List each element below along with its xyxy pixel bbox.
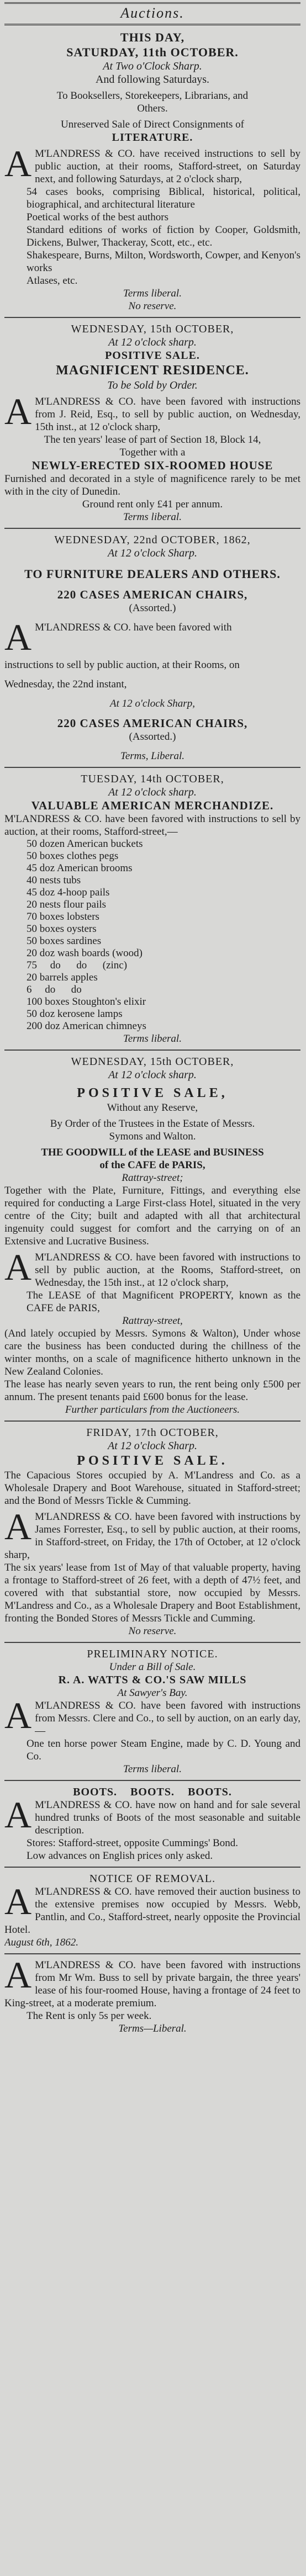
ad-body-2: Stores: Stafford-street, opposite Cummings' Bond.: [27, 1837, 239, 1849]
drop-cap: A: [4, 1246, 32, 1288]
ad-rent: Ground rent only £41 per annum.: [82, 499, 223, 510]
ad-reserve: Without any Reserve,: [107, 1102, 198, 1114]
ad-date: WEDNESDAY, 15th OCTOBER,: [71, 1056, 234, 1068]
list-item: 75 do do (zinc): [27, 960, 128, 971]
drop-cap: A: [4, 1694, 32, 1736]
drop-cap: A: [4, 1954, 32, 1996]
merchandize-list: [4, 838, 300, 1032]
ad-terms: Terms, Liberal.: [120, 750, 184, 762]
ad-title: MAGNIFICENT RESIDENCE.: [56, 363, 249, 378]
ad-body: M'LANDRESS & CO. have been favored with instructions from Mr Wm. Buss to sell by private bargain, the three years' lease of his four-roomed House, having a frontage of 24 feet to King-street, at a moderate premium.: [4, 1959, 300, 2009]
ad-date: August 6th, 1862.: [4, 1937, 79, 1948]
ad-body-2: instructions to sell by public auction, at their Rooms, on: [4, 659, 240, 671]
ad-title: TO FURNITURE DEALERS AND OTHERS.: [24, 567, 281, 581]
ad-assorted: (Assorted.): [129, 602, 176, 614]
ad-body: The Capacious Stores occupied by A. M'Landress and Co. as a Wholesale Drapery and Boot Warehouse, situated in Stafford-street; and the Bond of Messrs Tickle & Cumming.: [4, 1470, 300, 1507]
ad-order: To be Sold by Order.: [107, 379, 198, 391]
ad-body-2: One ten horse power Steam Engine, made by C. D. Young and Co.: [27, 1738, 300, 1762]
drop-cap: A: [4, 1506, 32, 1547]
ad-date: SATURDAY, 11th OCTOBER.: [66, 45, 239, 59]
ad-lease: The ten years' lease of part of Section 18, Block 14,: [44, 434, 261, 446]
ad-title: NOTICE OF REMOVAL.: [89, 1873, 216, 1885]
ad-terms: Terms liberal.: [123, 511, 182, 523]
drop-cap: A: [4, 1880, 32, 1922]
ad-item: 54 cases books, comprising Biblical, historical, political, biographical, and architectural literature: [27, 186, 300, 210]
ad-terms: Terms liberal.: [123, 1763, 182, 1775]
ad-american-chairs: [4, 533, 300, 762]
ad-lot: 220 CASES AMERICAN CHAIRS,: [57, 588, 248, 601]
divider: [4, 767, 300, 768]
divider: [4, 1642, 300, 1643]
ad-literature-sale: [4, 30, 300, 312]
ad-street: Rattray-street;: [122, 1172, 183, 1184]
ad-notice-of-removal: [4, 1872, 300, 1949]
ad-date: TUESDAY, 14th OCTOBER,: [81, 773, 224, 785]
ad-saw-mills: [4, 1647, 300, 1775]
ad-body: M'LANDRESS & CO. have received instructions to sell by public auction, at their rooms, Stafford-street, on Saturday next, and following Saturdays, at 2 o'clock sharp,: [35, 148, 300, 185]
list-item: 100 boxes Stoughton's elixir: [27, 996, 146, 1008]
drop-cap: A: [4, 616, 32, 658]
ad-time: At Two o'Clock Sharp.: [103, 60, 202, 72]
newspaper-column: [4, 2, 300, 2573]
ad-item: Poetical works of the best authors: [27, 211, 168, 223]
ad-house: NEWLY-ERECTED SIX-ROOMED HOUSE: [31, 459, 273, 472]
ad-date: WEDNESDAY, 22nd OCTOBER, 1862,: [54, 534, 251, 546]
ad-time-2: At 12 o'clock Sharp,: [110, 698, 195, 709]
divider: [4, 1780, 300, 1781]
ad-body-3: The six years' lease from 1st of May of that valuable property, having a frontage to Stafford-street of 26 feet, with a depth of 47½ feet, and covered with that substantial store, now occupied by Messrs. M'Landress and Co., as a Wholesale Drapery and Boot Establishment, fronting the Bonded Stores of Messrs Tickle and Cumming.: [4, 1562, 300, 1624]
ad-american-merchandize: [4, 772, 300, 1045]
ad-time: At 12 o'clock sharp.: [108, 786, 197, 798]
ad-heading-2: LITERATURE.: [112, 131, 193, 144]
ad-audience: To Booksellers, Storekeepers, Librarians, and: [56, 90, 249, 102]
divider: [4, 528, 300, 529]
ad-time: At 12 o'clock Sharp.: [107, 547, 198, 559]
list-item: 50 dozen American buckets: [27, 838, 143, 850]
list-item: 45 doz American brooms: [27, 862, 133, 874]
ad-private-bargain: [4, 1954, 300, 2035]
list-item: 20 doz wash boards (wood): [27, 947, 143, 959]
ad-body-4: The lease has nearly seven years to run, the rent being only £500 per annum. The present tenants paid £600 bonus for the lease.: [4, 1379, 300, 1403]
ad-reserve: No reserve.: [128, 300, 177, 312]
ad-body-2: M'LANDRESS & CO. have been favored with instructions by James Forrester, Esq., to sell by public auction, at their rooms, in Stafford-street, on Friday, the 17th of October, at 12 o'clock sharp,: [4, 1511, 300, 1561]
ad-kind: POSITIVE SALE.: [105, 349, 200, 362]
ad-place: At Sawyer's Bay.: [117, 1687, 188, 1699]
ad-order: By Order of the Trustees in the Estate of Messrs.: [50, 1118, 255, 1130]
ad-together: Together with a: [119, 447, 186, 458]
ad-terms: Terms liberal.: [123, 1033, 182, 1045]
ad-body: Together with the Plate, Furniture, Fittings, and everything else required for conducting a Large First-class Hotel, situated in the very centre of the City; built and adapted with all that architectural ingenuity could suggest for comfort and the carrying on of an Extensive and Lucrative Business.: [4, 1185, 300, 1247]
section-masthead: [4, 2, 300, 25]
list-item: 70 boxes lobsters: [27, 911, 99, 923]
ad-boots: [4, 1785, 300, 1862]
ad-item: Atlases, etc.: [27, 275, 78, 287]
ad-title: BOOTS. BOOTS. BOOTS.: [73, 1786, 232, 1798]
ad-title: VALUABLE AMERICAN MERCHANDIZE.: [31, 799, 274, 812]
list-item: 50 doz kerosene lamps: [27, 1008, 123, 1020]
ad-date: FRIDAY, 17th OCTOBER,: [86, 1427, 219, 1439]
ad-body: M'LANDRESS & CO. have removed their auction business to the extensive premises now occupied by Messrs. Webb, Pantlin, and Co., Stafford-street, nearly opposite the Provincial Hotel.: [4, 1886, 300, 1936]
ad-time: At 12 o'clock sharp.: [108, 1069, 197, 1081]
ad-particulars: Further particulars from the Auctioneers.: [65, 1404, 240, 1416]
ad-cafe-de-paris: [4, 1055, 300, 1416]
list-item: 20 barrels apples: [27, 972, 98, 983]
ad-date: WEDNESDAY, 15th OCTOBER,: [71, 323, 234, 335]
ad-body-2: Furnished and decorated in a style of magnificence rarely to be met with in the city of Dunedin.: [4, 473, 300, 497]
ad-audience-2: Others.: [137, 103, 168, 114]
ad-title: THE GOODWILL of the LEASE and BUSINESS: [41, 1147, 264, 1158]
divider: [4, 1867, 300, 1868]
ad-capacious-stores: [4, 1426, 300, 1637]
ad-name: R. A. WATTS & CO.'S SAW MILLS: [58, 1674, 247, 1686]
ad-lot-2: 220 CASES AMERICAN CHAIRS,: [57, 717, 248, 730]
ad-time: At 12 o'clock sharp.: [108, 336, 197, 348]
ad-magnificent-residence: [4, 322, 300, 523]
ad-item: Shakespeare, Burns, Milton, Wordsworth, Cowper, and Kenyon's works: [27, 250, 300, 274]
list-item: 6 do do: [27, 984, 82, 995]
ad-title: PRELIMINARY NOTICE.: [87, 1648, 218, 1660]
list-item: 50 boxes oysters: [27, 923, 97, 935]
ad-body-3: Wednesday, the 22nd instant,: [4, 679, 127, 690]
ad-body-3: Low advances on English prices only asked.: [27, 1850, 213, 1862]
list-item: 40 nests tubs: [27, 874, 81, 886]
ad-body: M'LANDRESS & CO. have been favored with: [35, 622, 232, 633]
ad-street-2: Rattray-street,: [122, 1315, 183, 1327]
ad-names: Symons and Walton.: [109, 1131, 196, 1142]
ad-body-2: M'LANDRESS & CO. have been favored with instructions to sell by public auction, at the Rooms, Stafford-street, on Wednesday, the 15th inst., at 12 o'clock sharp,: [35, 1252, 300, 1289]
ad-kind: POSITIVE SALE.: [77, 1454, 228, 1468]
ad-time: At 12 o'clock Sharp.: [107, 1440, 198, 1452]
ad-repeat: And following Saturdays.: [95, 73, 210, 86]
ad-day: THIS DAY,: [120, 30, 185, 44]
divider: [4, 317, 300, 318]
ad-heading: Unreserved Sale of Direct Consignments of: [61, 119, 244, 130]
ad-body-3: (And lately occupied by Messrs. Symons & Walton), Under whose care the business has been conducted during the chillness of the winter months, on a scale of magnificence hitherto unknown in the New Zealand Colonies.: [4, 1328, 300, 1377]
ad-body: M'LANDRESS & CO. have been favored with instructions from J. Reid, Esq., to sell by public auction, on Wednesday, 15th inst., at 12 o'clock sharp,: [35, 396, 300, 433]
ad-item: Standard editions of works of fiction by Cooper, Goldsmith, Dickens, Bulwer, Thackeray, Scott, etc., etc.: [27, 224, 300, 248]
drop-cap: A: [4, 390, 32, 432]
ad-body: M'LANDRESS & CO. have been favored with instructions from Messrs. Clere and Co., to sell by auction, on an early day,—: [35, 1700, 300, 1737]
ad-lease: The LEASE of that Magnificent PROPERTY, known as the CAFE de PARIS,: [27, 1290, 300, 1314]
ad-sub: Under a Bill of Sale.: [109, 1661, 196, 1673]
divider: [4, 1420, 300, 1422]
divider: [4, 1050, 300, 1051]
list-item: 50 boxes sardines: [27, 935, 102, 947]
list-item: 45 doz 4-hoop pails: [27, 887, 110, 898]
ad-body: M'LANDRESS & CO. have been favored with instructions to sell by auction, at their rooms, Stafford-street,—: [4, 813, 300, 838]
divider: [4, 1953, 300, 1954]
ad-assorted-2: (Assorted.): [129, 731, 176, 743]
ad-terms: Terms liberal.: [123, 288, 182, 299]
list-item: 200 doz American chimneys: [27, 1020, 146, 1032]
ad-kind: POSITIVE SALE,: [77, 1086, 228, 1100]
ad-rent: The Rent is only 5s per week.: [27, 2010, 152, 2022]
list-item: 20 nests flour pails: [27, 899, 107, 910]
list-item: 50 boxes clothes pegs: [27, 850, 119, 862]
ad-terms: Terms—Liberal.: [118, 2023, 187, 2034]
drop-cap: A: [4, 1794, 32, 1836]
masthead-title: Auctions.: [120, 5, 184, 21]
ad-title-2: of the CAFE de PARIS,: [99, 1159, 205, 1171]
ad-reserve: No reserve.: [128, 1625, 177, 1637]
drop-cap: A: [4, 142, 32, 184]
ad-body: M'LANDRESS & CO. have now on hand and for sale several hundred trunks of Boots of the most seasonable and suitable description.: [35, 1799, 300, 1836]
